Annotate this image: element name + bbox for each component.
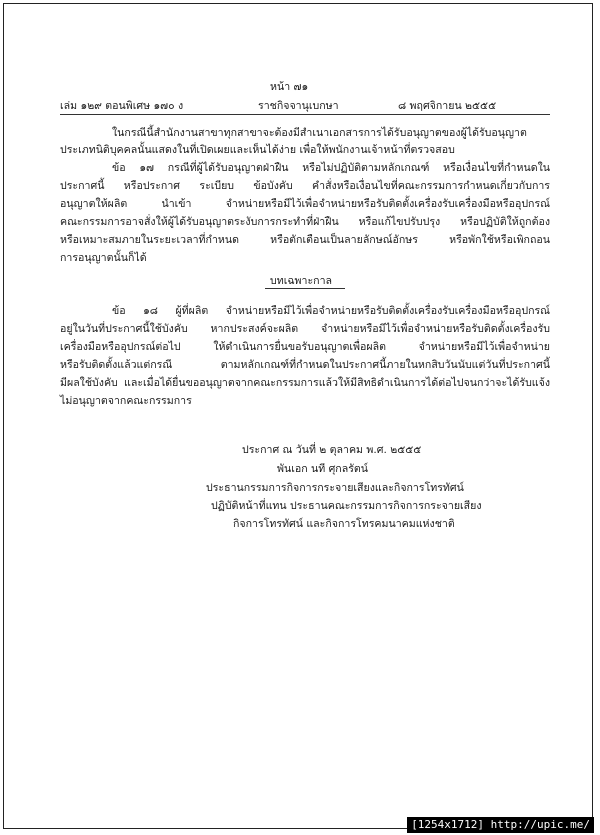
para2-line: อนุญาตให้ผลิต นำเข้า จำหน่ายหรือมีไว้เพื่อจำหน่ายหรือรับติดตั้งเครื่องรับเครื่องมือหรืออุปกรณ์ [60,198,550,210]
announcement-date: ประกาศ ณ วันที่ ๒ ตุลาคม พ.ศ. ๒๕๕๕ [242,444,422,456]
para3-line: หรือรับติดตั้งแล้วแต่กรณี ตามหลักเกณฑ์ที่กำหนดในประกาศนี้ภายในหกสิบวันนับแต่วันที่ประกาศนี้ [60,359,550,371]
para3-line: ไม่อนุญาตจากคณะกรรมการ [60,395,192,407]
para2-line: การอนุญาตนั้นก็ได้ [60,252,147,264]
signatory-position: ปฏิบัติหน้าที่แทน ประธานคณะกรรมการกิจการกระจายเสียง [211,500,482,512]
gazette-name: ราชกิจจานุเบกษา [258,100,339,112]
para1-line: ในกรณีนี้สำนักงานสาขาทุกสาขาจะต้องมีสำเนาเอกสารการได้รับอนุญาตของผู้ได้รับอนุญาต [112,127,527,139]
para3-line: มีผลใช้บังคับ และเมื่อได้ยื่นขออนุญาตจากคณะกรรมการแล้วให้มีสิทธิดำเนินการได้ต่อไปจนกว่าจะได้รับแจ้ง [60,377,550,389]
para3-line: ข้อ ๑๘ ผู้ที่ผลิต จำหน่ายหรือมีไว้เพื่อจำหน่ายหรือรับติดตั้งเครื่องรับเครื่องมือหรืออุปกรณ์ [112,305,550,317]
signatory-position: กิจการโทรทัศน์ และกิจการโทรคมนาคมแห่งชาติ [233,518,455,530]
section-title: บทเฉพาะกาล [270,275,333,287]
page-number: หน้า ๗๑ [270,81,309,93]
para3-line: อยู่ในวันที่ประกาศนี้ใช้บังคับ หากประสงค์จะผลิต จำหน่ายหรือมีไว้เพื่อจำหน่ายหรือรับติดตั้งเครื่องรับ [60,323,550,335]
header-rule [60,114,550,115]
issue-date: ๘ พฤศจิกายน ๒๕๕๕ [398,100,497,112]
para3-line: เครื่องมือหรืออุปกรณ์ต่อไป ให้ดำเนินการยื่นขอรับอนุญาตเพื่อผลิต จำหน่ายหรือมีไว้เพื่อจำหน่าย [60,341,550,353]
volume-label: เล่ม ๑๒๙ ตอนพิเศษ ๑๗๐ ง [60,100,184,112]
para1-line: ประเภทนิติบุคคลนั้นแสดงในที่เปิดเผยและเห็นได้ง่าย เพื่อให้พนักงานเจ้าหน้าที่ตรวจสอบ [60,144,455,156]
upic-watermark: [1254x1712] http://upic.me/ [407,817,594,833]
signatory-name: พันเอก นที ศุกลรัตน์ [277,463,369,475]
para2-line: ประกาศนี้ หรือประกาศ ระเบียบ ข้อบังคับ คำสั่งหรือเงื่อนไขที่คณะกรรมการกำหนดเกี่ยวกับการ [60,180,550,192]
section-rule [265,288,345,289]
para2-line: คณะกรรมการอาจสั่งให้ผู้ได้รับอนุญาตระงับการกระทำที่ฝ่าฝืน หรือแก้ไขปรับปรุง หรือปฏิบัติให้ถูกต้อง [60,216,550,228]
para2-line: ข้อ ๑๗ กรณีที่ผู้ได้รับอนุญาตฝ่าฝืน หรือไม่ปฏิบัติตามหลักเกณฑ์ หรือเงื่อนไขที่กำหนดใน [112,162,550,174]
para2-line: หรือเหมาะสมภายในระยะเวลาที่กำหนด หรือตักเตือนเป็นลายลักษณ์อักษร หรือพักใช้หรือเพิกถอน [60,234,550,246]
signatory-position: ประธานกรรมการกิจการกระจายเสียงและกิจการโทรทัศน์ [206,482,464,494]
